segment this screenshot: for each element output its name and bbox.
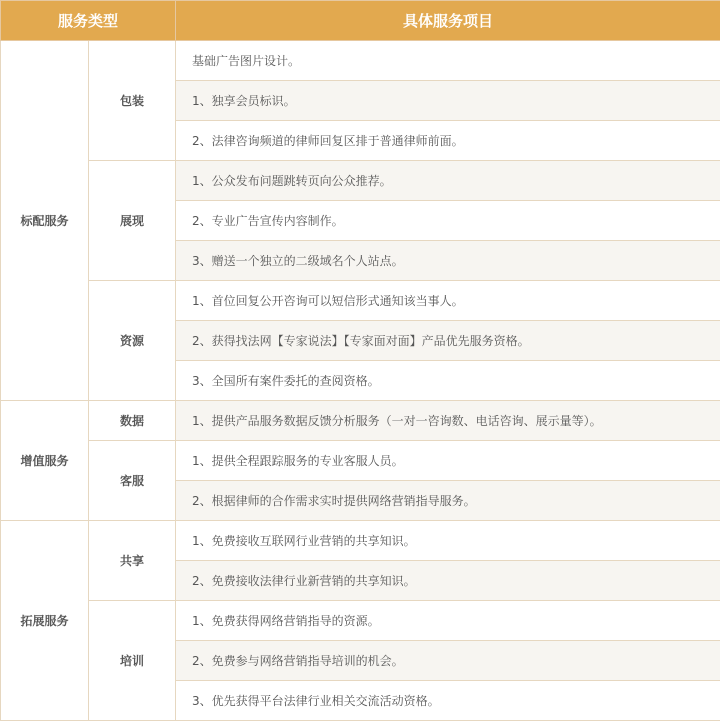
service-item: 2、专业广告宣传内容制作。: [176, 201, 720, 241]
table-row: [1, 281, 720, 321]
header-row: [1, 1, 720, 41]
service-item: 1、首位回复公开咨询可以短信形式通知该当事人。: [176, 281, 720, 321]
category-standard: 标配服务: [1, 41, 89, 401]
service-item: 3、全国所有案件委托的查阅资格。: [176, 361, 720, 401]
service-item: 基础广告图片设计。: [176, 41, 720, 81]
table-row: [1, 41, 720, 81]
service-item: 1、免费接收互联网行业营销的共享知识。: [176, 521, 720, 561]
service-item: 1、公众发布问题跳转页向公众推荐。: [176, 161, 720, 201]
subcategory-resources: 资源: [89, 281, 176, 401]
service-item: 1、提供全程跟踪服务的专业客服人员。: [176, 441, 720, 481]
service-item: 1、免费获得网络营销指导的资源。: [176, 601, 720, 641]
subcategory-customer-service: 客服: [89, 441, 176, 521]
service-item: 3、赠送一个独立的二级域名个人站点。: [176, 241, 720, 281]
service-item: 1、提供产品服务数据反馈分析服务（一对一咨询数、电话咨询、展示量等）。: [176, 401, 720, 441]
table-row: [1, 521, 720, 561]
subcategory-packaging: 包装: [89, 41, 176, 161]
service-item: 2、免费接收法律行业新营销的共享知识。: [176, 561, 720, 601]
table-row: [1, 441, 720, 481]
category-extended: 拓展服务: [1, 521, 89, 721]
header-service-items: 具体服务项目: [176, 1, 720, 41]
service-item: 1、独享会员标识。: [176, 81, 720, 121]
subcategory-training: 培训: [89, 601, 176, 721]
table-row: [1, 161, 720, 201]
category-value-added: 增值服务: [1, 401, 89, 521]
service-item: 2、获得找法网【专家说法】【专家面对面】产品优先服务资格。: [176, 321, 720, 361]
table-row: [1, 401, 720, 441]
service-item: 2、法律咨询频道的律师回复区排于普通律师前面。: [176, 121, 720, 161]
service-item: 3、优先获得平台法律行业相关交流活动资格。: [176, 681, 720, 721]
subcategory-data: 数据: [89, 401, 176, 441]
table-row: [1, 601, 720, 641]
header-service-type: 服务类型: [1, 1, 176, 41]
service-item: 2、免费参与网络营销指导培训的机会。: [176, 641, 720, 681]
subcategory-sharing: 共享: [89, 521, 176, 601]
service-item: 2、根据律师的合作需求实时提供网络营销指导服务。: [176, 481, 720, 521]
subcategory-display: 展现: [89, 161, 176, 281]
